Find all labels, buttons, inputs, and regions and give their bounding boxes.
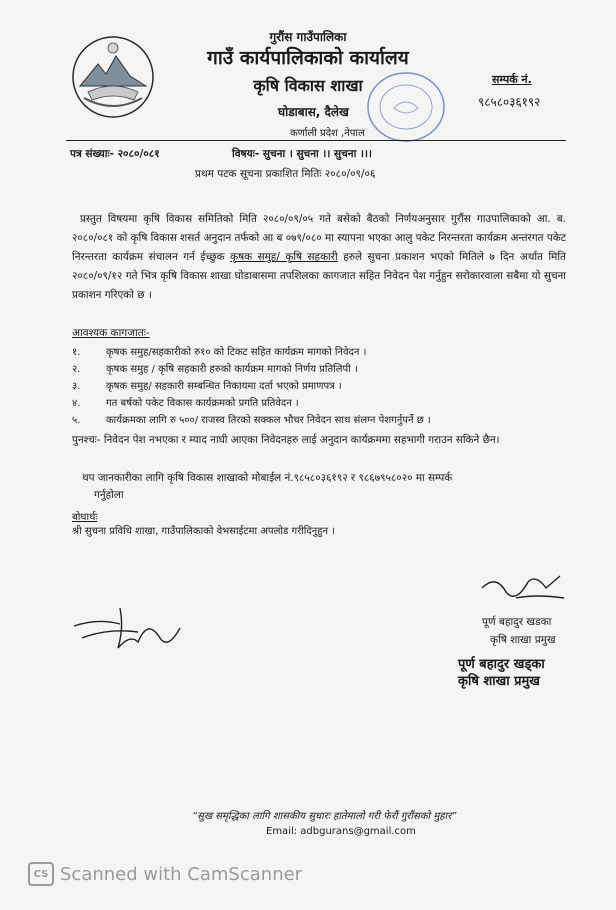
cc-text: श्री सुचना प्रविधि शाखा, गाउँपालिकाको वेभसाईटमा अपलोड गरीदिनुहुन । xyxy=(72,526,336,537)
signatory-stamp-name: पूर्ण बहादुर खड्का xyxy=(458,657,545,672)
body-text: प्रस्तुत विषयमा कृषि विकास समितिको मिति २०८०/०९/०५ गते बसेको बैठको निर्णयअनुसार गुरौंस गाउपालिकाको आ. ब. २०८०/०८१ को कृषि विकास शसर्त अनुदान तर्फको आ ब ०७९/०८० मा स्यापना भएका आलु पकेट निरन्तरता कार्यक्रम अन्तरगत पकेट निरन्तरता कार्यक्रम संचालन गर्न ईच्छुक xyxy=(72,213,566,263)
contact-number: ९८५८०३६१९२ xyxy=(478,95,541,109)
subject-line: विषयः- सुचना । सुचना ।। सुचना ।।। xyxy=(232,148,372,160)
signatory-name: पूर्ण बहादुर खडका xyxy=(482,616,552,628)
list-item: १. कृषक समुह/सहकारीको रु१० को टिकट सहित कार्यक्रम मागको निवेदन । xyxy=(72,347,367,358)
list-item: ४. गत बर्षको पकेट विकास कार्यक्रमको प्रगति प्रतिवेदन । xyxy=(72,398,299,409)
office-province: कर्णाली प्रदेश ,नेपाल xyxy=(290,128,365,139)
signature-left xyxy=(68,598,188,658)
signatory-title: कृषि शाखा प्रमुख xyxy=(490,634,556,646)
signatory-stamp-title: कृषि शाखा प्रमुख xyxy=(458,674,540,689)
office-address: घोडाबास, दैलेख xyxy=(278,105,349,119)
documents-list xyxy=(72,344,566,429)
body-text-end: हरुले सुचना प्रकाशन भएको मितिले ७ दिन अर्थात मिति २०८०/०९/१२ गते भित्र कृषि विकास शाखा घोडाबासमा तपशिलका कागजात सहित निवेदन पेश गर्नुहुन सरोकारवाला सबैमा यो सुचना प्रकाशन गरिएको छ । xyxy=(72,251,566,301)
footer-email: Email: adbgurans@gmail.com xyxy=(266,826,416,837)
list-item: ३. कृषक समुह/ सहकारी सम्बन्धित निकायमा दर्ता भएको प्रमाणपत्र । xyxy=(72,381,342,392)
contact-instruction: थप जानकारीका लागि कृषि विकास शाखाको मोबाईल नं.९८५८०३६१९२ र ९८६७९५८०२० मा सम्पर्क गर्नुहोला xyxy=(82,472,453,501)
list-item: २. कृषक समुह / कृषि सहकारी हरुको कार्यक्रम मागको निर्णय प्रतिलिपी । xyxy=(72,364,358,375)
body-underlined: कृषक समुह/ कृषि सहकारी xyxy=(230,251,338,263)
camscanner-watermark xyxy=(28,862,302,886)
notice-body xyxy=(72,210,566,305)
municipality-name: गुरौंस गाउँपालिका xyxy=(269,30,347,44)
branch-name: कृषि विकास शाखा xyxy=(253,76,363,95)
signature-right xyxy=(476,568,570,614)
header-divider xyxy=(66,140,566,141)
list-item: ५. कार्यक्रमका लागि रु ५००/ राजस्व तिरको सक्कल भौचर निवेदन साथ संलग्न पेशगर्नुपर्ने छ । xyxy=(72,415,431,426)
camscanner-logo-icon: CS xyxy=(28,862,54,886)
documents-heading: आवश्यक कागजातः- xyxy=(72,327,150,339)
footer-motto: “सुख समृद्धिका लागि शासकीय सुधारः हातेमालो गरी फेरौं गुरौंसको मुहार” xyxy=(192,811,457,822)
office-stamp xyxy=(364,68,448,146)
cc-heading: बोधार्थः xyxy=(72,512,98,523)
office-name: गाउँ कार्यपालिकाको कार्यालय xyxy=(207,47,409,69)
camscanner-text: Scanned with CamScanner xyxy=(60,863,303,885)
contact-label: सम्पर्क नं. xyxy=(492,73,532,86)
letter-number: पत्र संख्याः- २०८०/०८१ xyxy=(70,148,160,160)
publication-date: प्रथम पटक सूचना प्रकाशित मितिः २०८०/०९/०६ xyxy=(195,168,376,180)
postscript: पुनश्चः- निवेदन पेश नभएका र म्याद नाघी आएका निवेदनहरु लाई अनुदान कार्यक्रममा सहभागी गराउन सकिने छैन। xyxy=(72,434,500,446)
